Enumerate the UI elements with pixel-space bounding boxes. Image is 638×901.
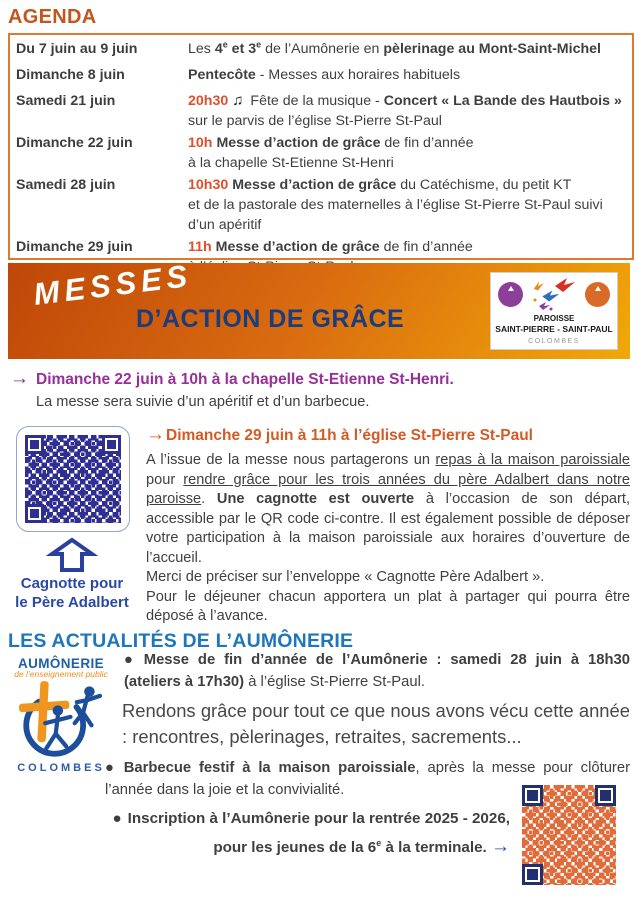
actualites-heading: LES ACTUALITÉS DE L’AUMÔNERIE bbox=[8, 630, 354, 652]
arrow-up-icon bbox=[48, 538, 96, 572]
agenda-heading: AGENDA bbox=[8, 6, 97, 28]
aumonerie-logo bbox=[2, 656, 120, 774]
event-22-heading: Dimanche 22 juin à 10h à la chapelle St-Etienne St-Henri. bbox=[36, 371, 454, 388]
qr-pattern bbox=[25, 435, 121, 523]
text-segment: , après la messe pour clôturer l’année dans la joie et la convivialité. bbox=[105, 760, 631, 798]
qr-pattern bbox=[522, 785, 616, 885]
event-29-heading: Dimanche 29 juin à 11h à l’église St-Pierre St-Paul bbox=[166, 427, 533, 444]
arrow-right-icon: → bbox=[146, 424, 165, 445]
aumonerie-logo-city: COLOMBES bbox=[17, 762, 105, 774]
inscription-line bbox=[112, 833, 510, 862]
cagnotte-qr-code bbox=[16, 426, 130, 532]
paroisse-city: COLOMBES bbox=[528, 338, 580, 345]
banner-title: D’ACTION DE GRÂCE bbox=[136, 305, 405, 333]
bullet-icon: ● bbox=[112, 810, 122, 827]
event-29-paragraph bbox=[146, 451, 630, 568]
text-segment: et de la pastorale des maternelles à l’église St-Pierre St-Paul suivi d’un apéritif bbox=[188, 197, 603, 233]
event-date: Du 7 juin au 9 juin bbox=[16, 41, 138, 57]
doves-icon bbox=[527, 276, 583, 314]
text-segment: à la chapelle St-Etienne St-Henri bbox=[188, 155, 394, 171]
table-row bbox=[16, 133, 632, 173]
superscript: e bbox=[256, 39, 262, 50]
bullet-icon: ● bbox=[105, 760, 118, 776]
table-row bbox=[16, 91, 632, 131]
actualites-bullets bbox=[105, 650, 631, 801]
text-segment: pour bbox=[146, 471, 184, 488]
text-segment: Messe d’action de grâce bbox=[232, 177, 397, 193]
event-time: 10h bbox=[188, 135, 213, 151]
table-row bbox=[16, 65, 632, 85]
qr-finder-icon bbox=[25, 435, 44, 454]
text-segment: Concert « La Bande des Hautbois » bbox=[383, 93, 622, 109]
event-22-juin bbox=[10, 368, 630, 410]
text-segment: de fin d’année bbox=[379, 239, 473, 255]
event-description bbox=[188, 65, 632, 85]
bullet-messe-fin-annee bbox=[124, 650, 630, 693]
event-date: Samedi 28 juin bbox=[16, 177, 116, 193]
text-segment: à la terminale. bbox=[381, 839, 491, 856]
text-segment: sur le parvis de l’église St-Pierre St-Paul bbox=[188, 113, 442, 129]
text-segment: Messe d’action de grâce bbox=[215, 239, 380, 255]
inscription-qr-code bbox=[520, 783, 618, 887]
event-date: Dimanche 29 juin bbox=[16, 239, 133, 255]
event-description bbox=[188, 175, 632, 235]
text-segment: Fête de la musique - bbox=[246, 93, 384, 109]
text-segment: Messe d’action de grâce bbox=[216, 135, 381, 151]
text-segment: à l’occasion de son départ, accessible par le QR code ci-contre. Il est également possible de déposer votre participation à la maison paroissiale aux horaires d’ouverture de l’accueil. bbox=[146, 491, 631, 566]
music-note-icon: ♫ bbox=[232, 92, 244, 109]
text-segment: du Catéchisme, du petit KT bbox=[396, 177, 572, 193]
event-22-subtext: La messe sera suivie d’un apéritif et d’un barbecue. bbox=[36, 394, 370, 410]
text-segment: de l’Aumônerie en bbox=[261, 41, 384, 57]
event-time: 10h30 bbox=[188, 177, 229, 193]
bullet-inscription bbox=[112, 805, 510, 862]
arrow-right-icon: → bbox=[491, 836, 510, 857]
text-segment: Les bbox=[188, 41, 215, 57]
bullet-icon: ● bbox=[124, 652, 138, 668]
event-29-note: Pour le déjeuner chacun apportera un plat à partager qui pourra être déposé à l’avance. bbox=[146, 588, 630, 624]
bold-text: Barbecue festif à la maison paroissiale bbox=[123, 760, 416, 776]
text-segment: Inscription à l’Aumônerie pour la rentrée 2025 - 2026, bbox=[127, 810, 510, 827]
cagnotte-caption bbox=[2, 574, 142, 612]
paroisse-logo-card bbox=[490, 272, 618, 350]
superscript: e bbox=[376, 837, 382, 848]
underlined-text: repas à la maison paroissiale bbox=[435, 452, 630, 468]
caption-line: Cagnotte pour bbox=[20, 575, 124, 592]
bold-text: Une cagnotte est ouverte bbox=[216, 491, 415, 507]
rendons-grace-text: Rendons grâce pour tout ce que nous avons vécu cette année : rencontres, pèlerinages, retraites, sacrements... bbox=[122, 700, 630, 747]
event-date: Samedi 21 juin bbox=[16, 93, 116, 109]
banner-script-word: MESSES bbox=[31, 257, 194, 313]
event-date: Dimanche 22 juin bbox=[16, 135, 133, 151]
text-segment: à l’église St-Pierre St-Paul. bbox=[244, 673, 426, 690]
aumonerie-logo-name: AUMÔNERIE bbox=[17, 656, 105, 671]
orange-medallion-icon bbox=[585, 282, 610, 307]
underlined-text: rendre grâce pour les trois années du père Adalbert dans notre paroisse bbox=[146, 471, 631, 507]
qr-finder-icon bbox=[522, 864, 543, 885]
text-segment: - Messes aux horaires habituels bbox=[255, 67, 461, 83]
text-segment: pour les jeunes de la 6 bbox=[213, 839, 377, 856]
event-29-heading-row bbox=[146, 424, 630, 446]
qr-finder-icon bbox=[25, 504, 44, 523]
superscript: e bbox=[222, 39, 228, 50]
qr-finder-icon bbox=[102, 435, 121, 454]
aumonerie-logo-tagline: de l’enseignement public bbox=[14, 669, 108, 679]
agenda-table bbox=[8, 33, 634, 260]
text-segment: pèlerinage au Mont-Saint-Michel bbox=[383, 41, 601, 57]
arrow-right-icon: → bbox=[10, 368, 29, 389]
event-date: Dimanche 8 juin bbox=[16, 67, 125, 83]
event-description bbox=[188, 133, 632, 173]
purple-medallion-icon bbox=[498, 282, 523, 307]
event-22-heading-row bbox=[10, 368, 630, 390]
qr-finder-icon bbox=[522, 785, 543, 806]
aumonerie-emblem-icon bbox=[8, 679, 114, 759]
messes-banner bbox=[8, 257, 630, 359]
event-29-note: Merci de préciser sur l’enveloppe « Cagnotte Père Adalbert ». bbox=[146, 569, 545, 585]
event-time: 20h30 bbox=[188, 93, 229, 109]
table-row bbox=[16, 39, 632, 59]
paroisse-logo-graphics bbox=[491, 276, 617, 314]
qr-finder-icon bbox=[595, 785, 616, 806]
paroisse-label: PAROISSE bbox=[533, 314, 575, 323]
text-segment: 4 bbox=[214, 41, 223, 57]
paroisse-name: SAINT-PIERRE - SAINT-PAUL bbox=[495, 324, 613, 334]
text-segment: A l’issue de la messe nous partagerons un bbox=[146, 452, 436, 468]
table-row bbox=[16, 175, 632, 235]
text-segment: de fin d’année bbox=[380, 135, 474, 151]
text-segment: . bbox=[201, 491, 217, 507]
event-time: 11h bbox=[188, 239, 212, 255]
inscription-line bbox=[112, 805, 510, 833]
text-segment: Pentecôte bbox=[188, 67, 256, 83]
bold-text: Messe de fin d’année de l’Aumônerie : samedi 28 juin à 18h30 (ateliers à 17h30) bbox=[124, 652, 630, 690]
text-segment: et 3 bbox=[227, 41, 257, 57]
event-29-juin bbox=[146, 424, 630, 627]
caption-line: le Père Adalbert bbox=[15, 594, 129, 611]
event-description bbox=[188, 91, 632, 131]
event-description bbox=[188, 39, 632, 59]
